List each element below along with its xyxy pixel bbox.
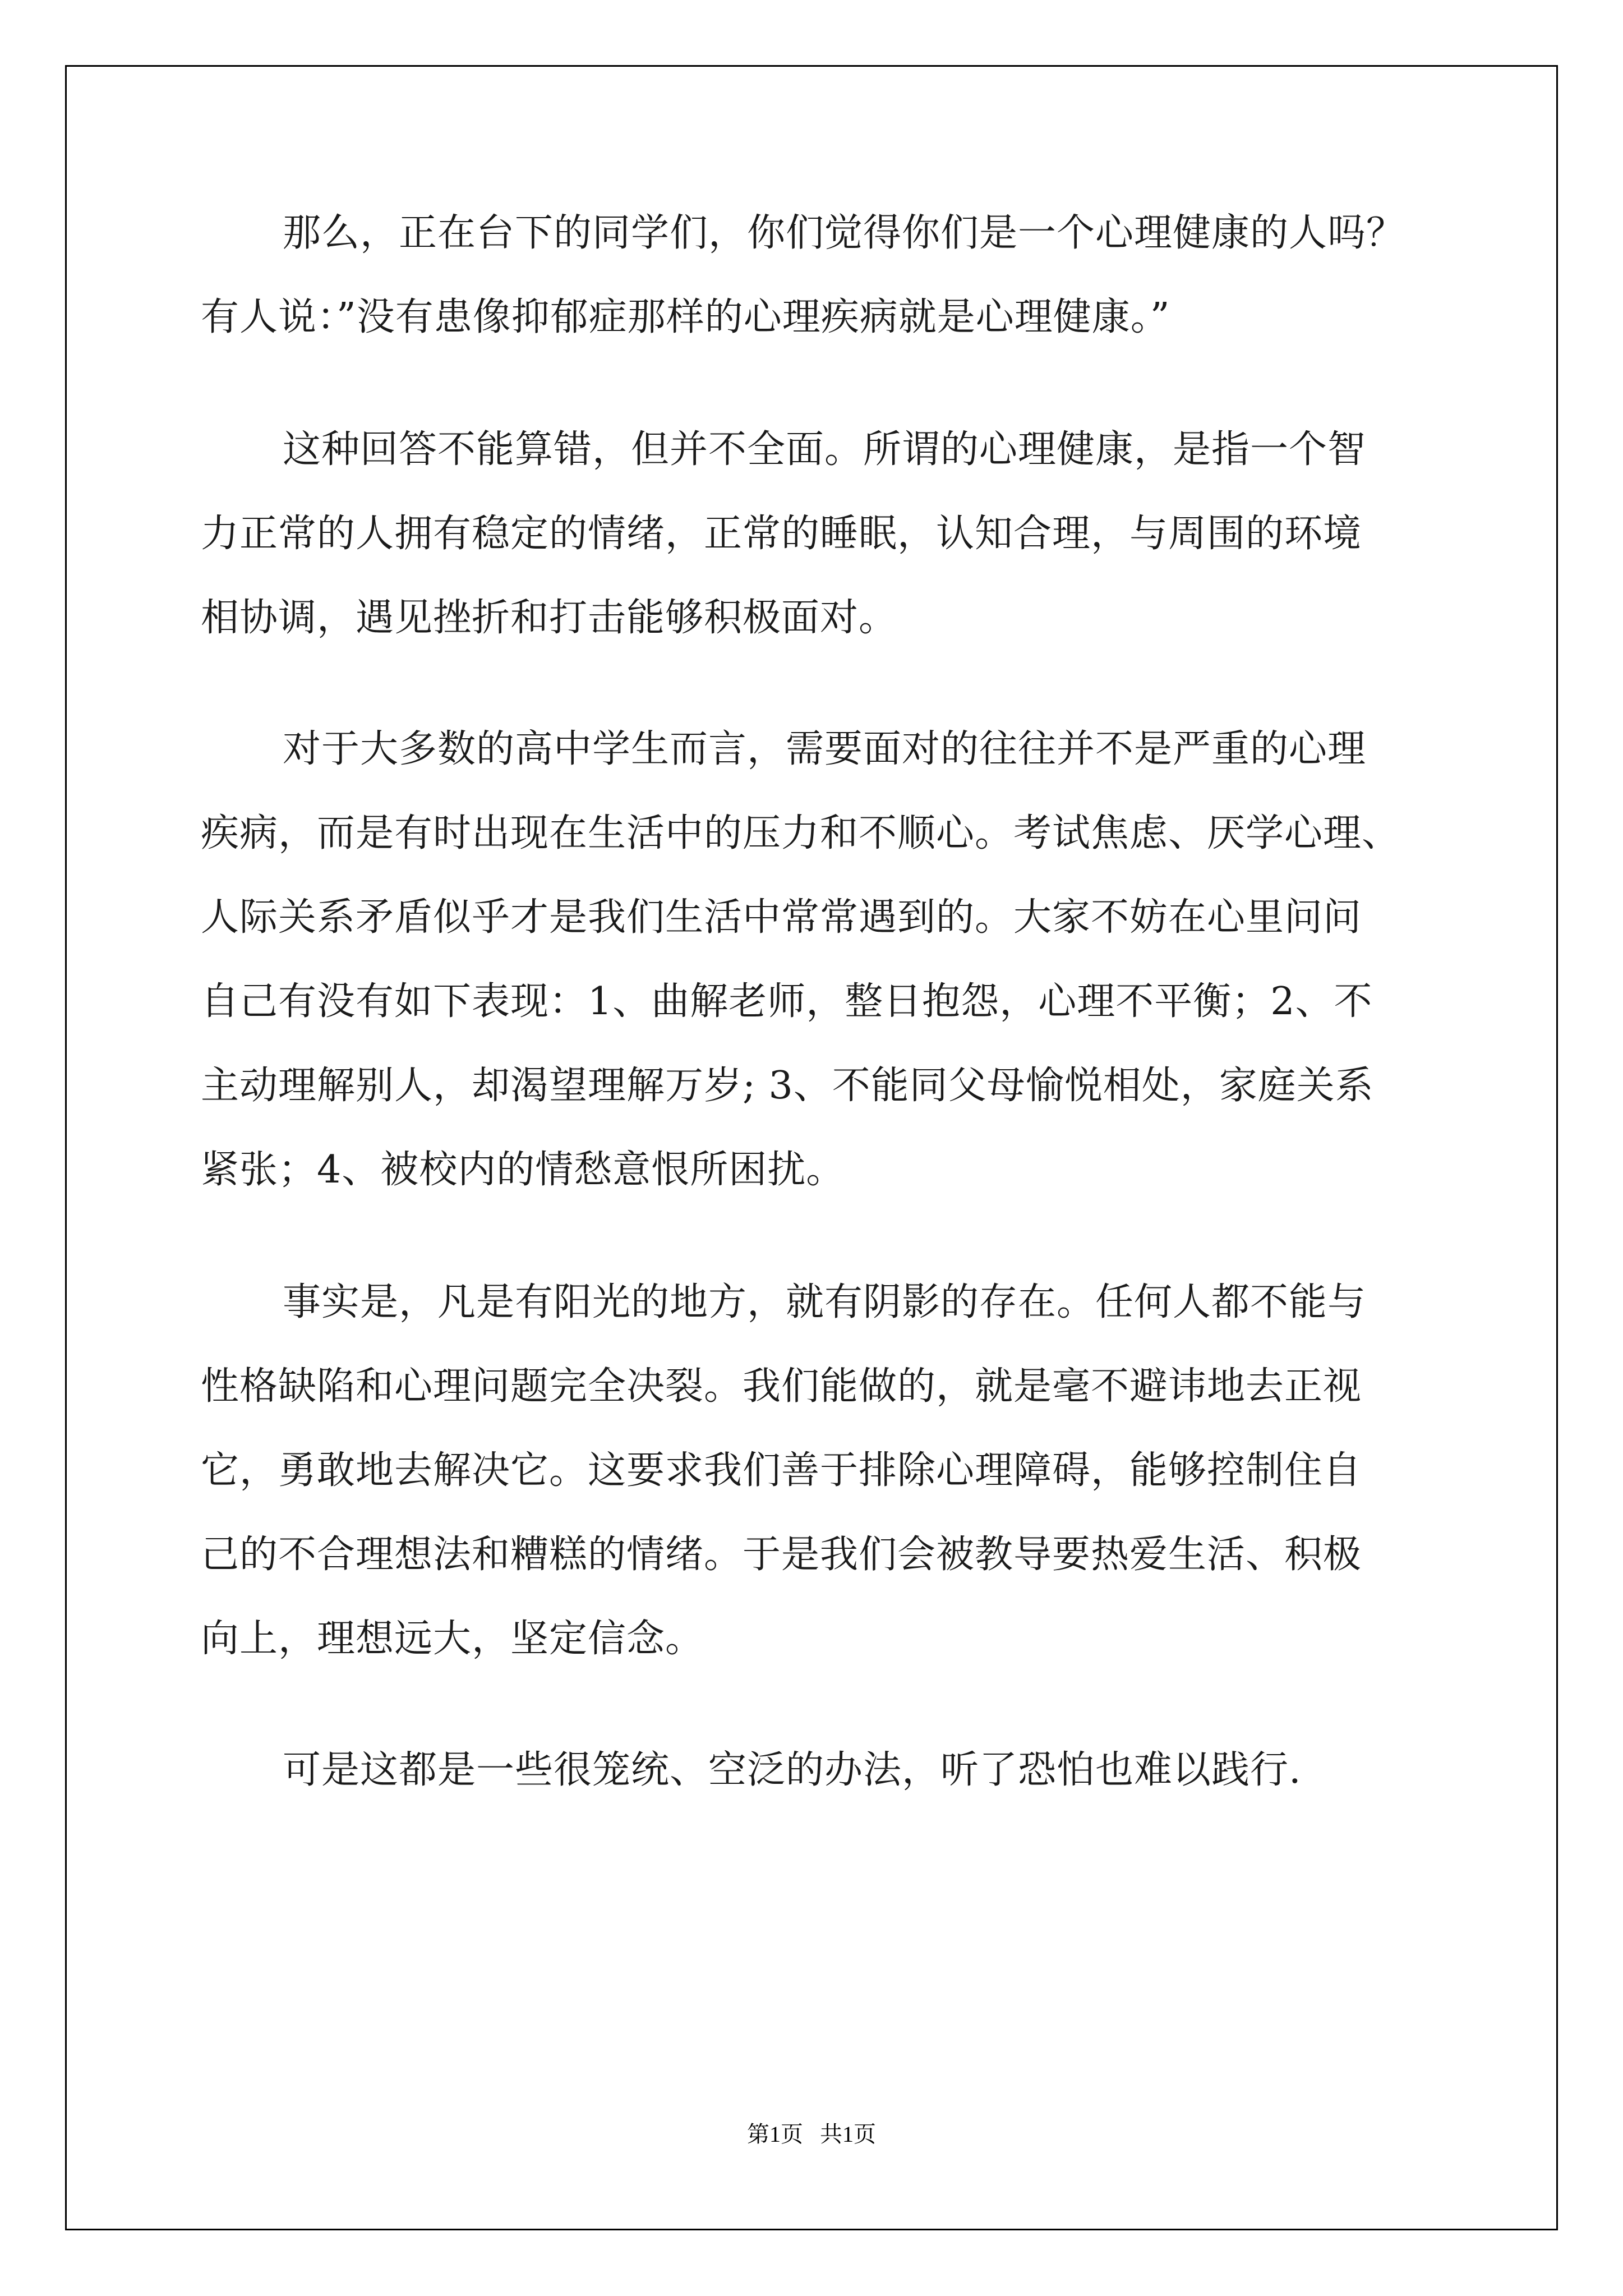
page-number-footer: 第1页 共1页 <box>747 2122 876 2147</box>
paragraph-3-line-5: 主动理解别人，却渴望理解万岁; 3、不能同父母愉悦相处，家庭关系 <box>201 1064 1374 1108</box>
paragraph-4-line-4: 己的不合理想法和糟糕的情绪。于是我们会被教导要热爱生活、积极 <box>201 1533 1362 1577</box>
paragraph-5-line-1: 可是这都是一些很笼统、空泛的办法，听了恐怕也难以践行. <box>283 1748 1302 1792</box>
paragraph-3-line-3: 人际关系矛盾似乎才是我们生活中常常遇到的。大家不妨在心里问问 <box>201 895 1362 940</box>
paragraph-2-line-1: 这种回答不能算错，但并不全面。所谓的心理健康，是指一个智 <box>283 427 1367 472</box>
paragraph-1-line-2: 有人说：”没有患像抑郁症那样的心理疾病就是心理健康。” <box>201 295 1170 339</box>
paragraph-4-line-1: 事实是，凡是有阳光的地方，就有阴影的存在。任何人都不能与 <box>283 1280 1367 1324</box>
paragraph-3-line-4: 自己有没有如下表现：1、曲解老师，整日抱怨，心理不平衡；2、不 <box>201 979 1373 1024</box>
paragraph-3-line-2: 疾病，而是有时出现在生活中的压力和不顺心。考试焦虑、厌学心理、 <box>201 811 1401 855</box>
paragraph-3-line-6: 紧张；4、被校内的情愁意恨所困扰。 <box>201 1148 845 1192</box>
paragraph-4-line-2: 性格缺陷和心理问题完全决裂。我们能做的，就是毫不避讳地去正视 <box>201 1364 1362 1409</box>
paragraph-4-line-5: 向上，理想远大，坚定信念。 <box>201 1617 704 1661</box>
paragraph-3-line-1: 对于大多数的高中学生而言，需要面对的往往并不是严重的心理 <box>283 727 1367 771</box>
paragraph-4-line-3: 它，勇敢地去解决它。这要求我们善于排除心理障碍，能够控制住自 <box>201 1448 1362 1493</box>
paragraph-1-line-1: 那么，正在台下的同学们，你们觉得你们是一个心理健康的人吗？ <box>283 211 1405 255</box>
paragraph-2-line-3: 相协调，遇见挫折和打击能够积极面对。 <box>201 596 898 640</box>
paragraph-2-line-2: 力正常的人拥有稳定的情绪，正常的睡眠，认知合理，与周围的环境 <box>201 512 1362 556</box>
